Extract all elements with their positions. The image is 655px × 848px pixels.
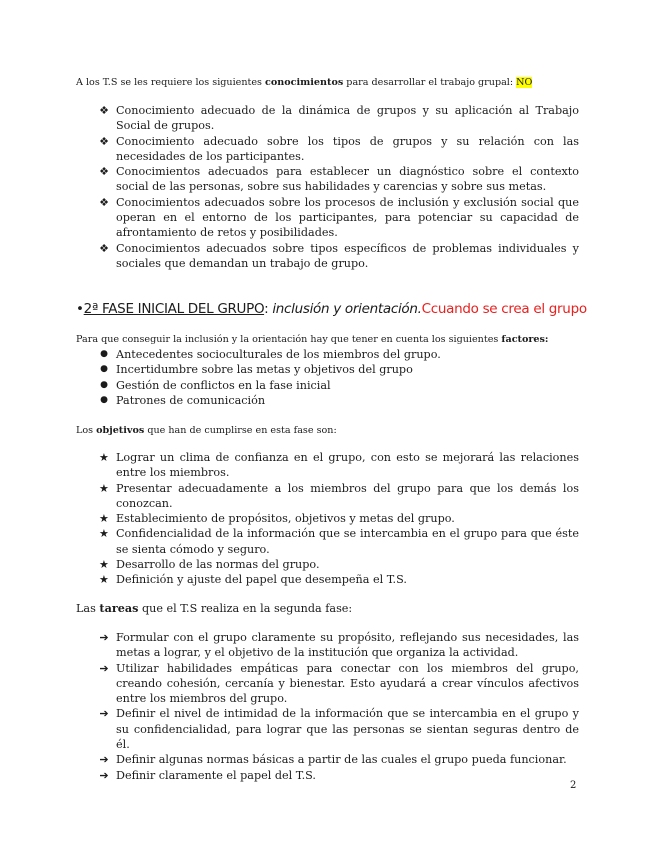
list-item: ➔ Formular con el grupo claramente su propósito, reflejando sus necesidades, las metas a lograr, y el objetivo de la institución que organiza la actividad.: [96, 630, 579, 661]
tasks-keyword: tareas: [99, 601, 139, 615]
diamond-bullet-icon: ❖: [99, 104, 109, 117]
list-item: ➔ Definir algunas normas básicas a partir de las cuales el grupo pueda funcionar.: [96, 752, 579, 767]
heading-bullet: •: [76, 301, 84, 317]
diamond-bullet-icon: ❖: [99, 241, 109, 255]
arrow-bullet-icon: ➔: [99, 753, 109, 767]
list-item: ❖ Conocimientos adecuados para establecer un diagnóstico sobre el contexto social de las personas, sobre sus habilidades y carencias y sobre sus metas.: [96, 164, 579, 195]
star-bullet-icon: ★: [98, 512, 110, 526]
page-number: 2: [570, 780, 577, 791]
list-item: ★ Definición y ajuste del papel que desempeña el T.S.: [96, 572, 579, 587]
arrow-bullet-icon: ➔: [99, 768, 109, 782]
tasks-list: [96, 630, 579, 783]
heading-subtitle: inclusión y orientación.: [272, 301, 422, 317]
list-item: ❖ Conocimiento adecuado de la dinámica de grupos y su aplicación al Trabajo Social de grupos.: [96, 103, 579, 134]
list-item: ● Incertidumbre sobre las metas y objetivos del grupo: [96, 362, 579, 377]
bullet-icon: ●: [100, 349, 108, 359]
list-item: ❖ Conocimiento adecuado sobre los tipos de grupos y su relación con las necesidades de los participantes.: [96, 134, 579, 165]
factors-keyword: factores:: [501, 334, 549, 345]
knowledge-intro-tail: para desarrollar el trabajo grupal:: [343, 77, 517, 88]
list-item: ★ Presentar adecuadamente a los miembros del grupo para que los demás los conozcan.: [96, 481, 579, 512]
diamond-bullet-icon: ❖: [99, 134, 109, 148]
list-item: ❖ Conocimientos adecuados sobre los procesos de inclusión y exclusión social que operan en el entorno de los participantes, para potenciar su capacidad de afrontamiento de retos y posibilidades.: [96, 195, 579, 241]
bullet-icon: ●: [100, 379, 108, 390]
list-item: ★ Lograr un clima de confianza en el grupo, con esto se mejorará las relaciones entre los miembros.: [96, 450, 579, 481]
objectives-keyword: objetivos: [96, 425, 145, 436]
tasks-intro: Las tareas que el T.S realiza en la segunda fase:: [76, 601, 353, 615]
bullet-icon: ●: [100, 364, 108, 375]
star-bullet-icon: ★: [98, 573, 110, 587]
diamond-bullet-icon: ❖: [99, 195, 109, 209]
list-item: ➔ Utilizar habilidades empáticas para conectar con los miembros del grupo, creando cohesión, cercanía y bienestar. Esto ayudará a crear vínculos afectivos entre los miembros del grupo.: [96, 661, 579, 707]
star-bullet-icon: ★: [98, 558, 110, 572]
list-item: ➔ Definir claramente el papel del T.S.: [96, 768, 579, 783]
heading-red-note: Ccuando se crea el grupo: [421, 301, 587, 317]
bullet-icon: ●: [100, 394, 108, 405]
knowledge-keyword: conocimientos: [265, 77, 344, 88]
list-item: ❖ Conocimientos adecuados sobre tipos específicos de problemas individuales y sociales que demandan un trabajo de grupo.: [96, 241, 579, 272]
heading-title: 2ª FASE INICIAL DEL GRUPO: [83, 301, 265, 317]
star-bullet-icon: ★: [98, 451, 110, 464]
star-bullet-icon: ★: [98, 481, 110, 495]
list-item: ● Gestión de conflictos en la fase inicial: [96, 378, 579, 393]
list-item: ● Antecedentes socioculturales de los miembros del grupo.: [96, 347, 579, 362]
factors-intro: Para que conseguir la inclusión y la orientación hay que tener en cuenta los siguientes factores:: [76, 334, 549, 345]
list-item: ★ Confidencialidad de la información que se intercambia en el grupo para que éste se sienta cómodo y seguro.: [96, 526, 579, 557]
section-heading: •2ª FASE INICIAL DEL GRUPO: inclusión y orientación.Ccuando se crea el grupo: [76, 301, 587, 317]
list-item: ➔ Definir el nivel de intimidad de la información que se intercambia en el grupo y su confidencialidad, para lograr que las personas se sientan seguras dentro de él.: [96, 706, 579, 752]
knowledge-intro-text: A los T.S se les requiere los siguientes: [76, 77, 266, 88]
star-bullet-icon: ★: [98, 527, 110, 541]
arrow-bullet-icon: ➔: [99, 631, 109, 644]
arrow-bullet-icon: ➔: [99, 661, 109, 675]
objectives-intro: Los objetivos que han de cumplirse en esta fase son:: [76, 425, 337, 436]
list-item: ★ Desarrollo de las normas del grupo.: [96, 557, 579, 572]
knowledge-intro: [76, 77, 579, 89]
diamond-bullet-icon: ❖: [99, 165, 109, 179]
factors-list: [96, 347, 579, 408]
knowledge-list: [96, 103, 579, 271]
list-item: ● Patrones de comunicación: [96, 393, 579, 408]
list-item: ★ Establecimiento de propósitos, objetivos y metas del grupo.: [96, 511, 579, 526]
arrow-bullet-icon: ➔: [99, 707, 109, 721]
objectives-list: [96, 450, 579, 588]
highlighted-note: NO: [516, 77, 533, 88]
